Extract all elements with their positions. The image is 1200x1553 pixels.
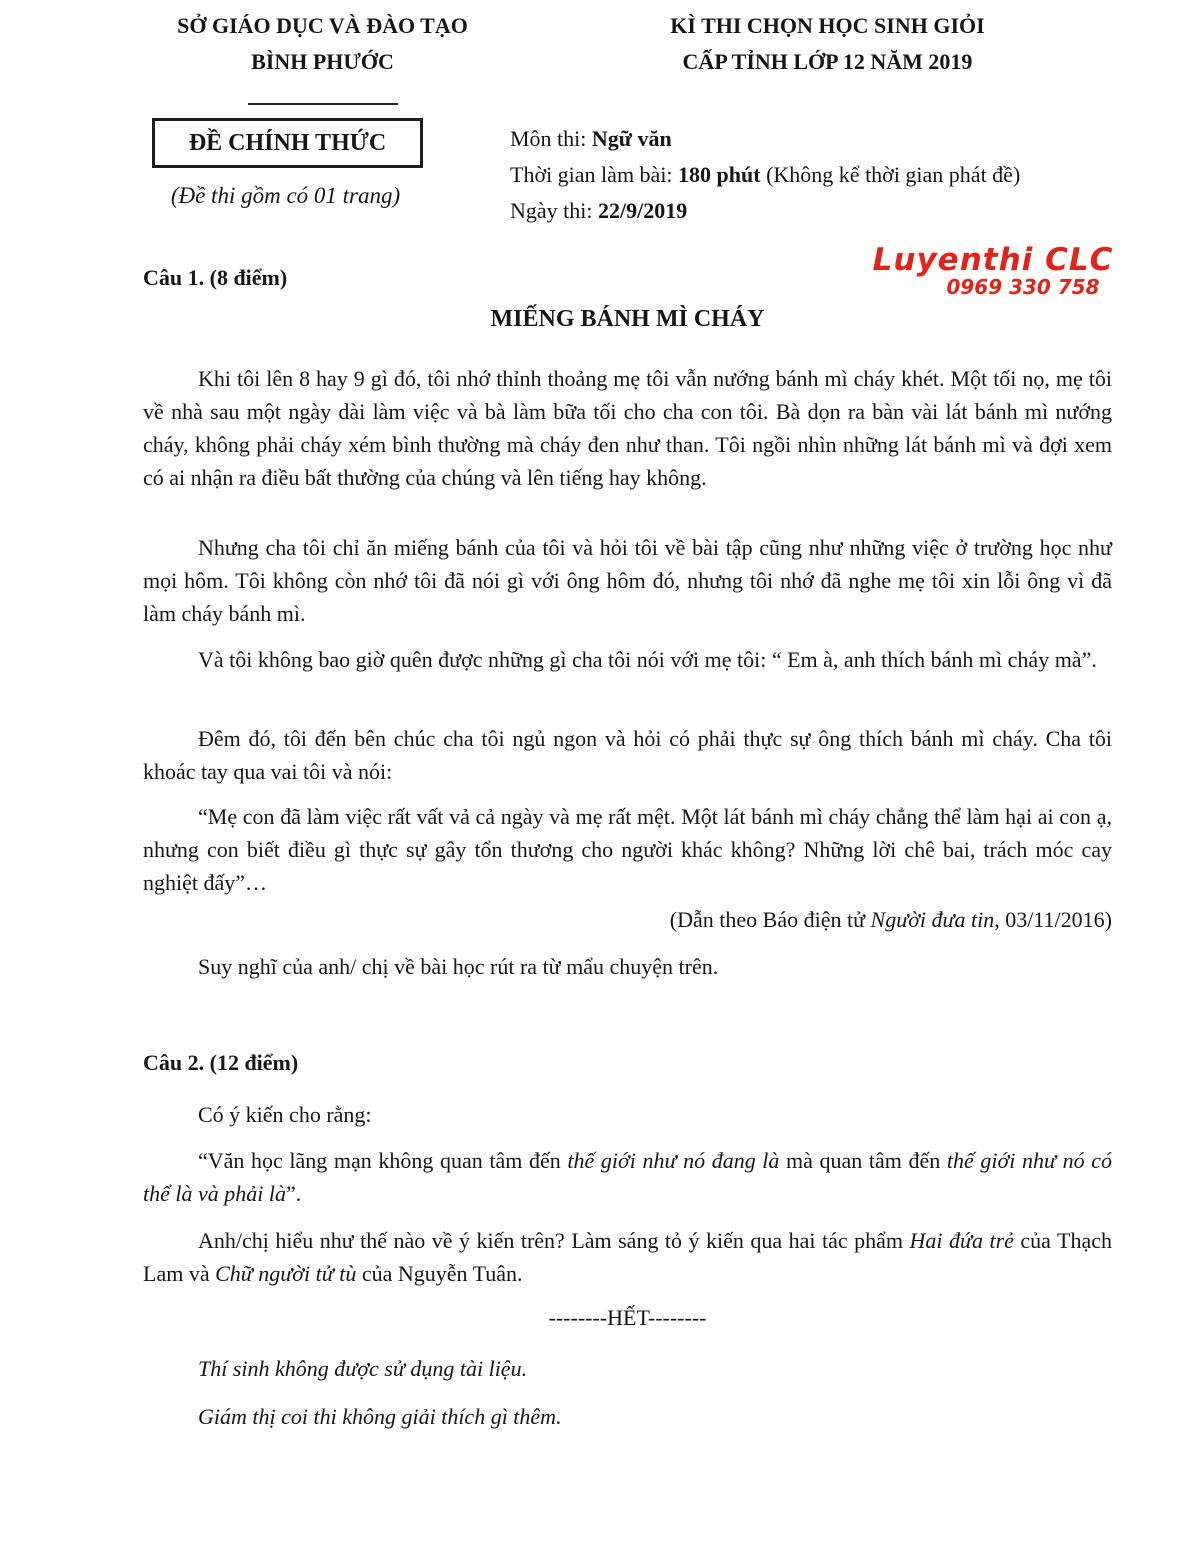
story-title: MIẾNG BÁNH MÌ CHÁY: [490, 306, 765, 332]
logo-name: Luyenthi CLC: [872, 242, 1114, 278]
text-run: Hai đứa trẻ: [909, 1228, 1014, 1253]
story-paragraph-1: Khi tôi lên 8 hay 9 gì đó, tôi nhớ thỉnh thoảng mẹ tôi vẫn nướng bánh mì cháy khét. Một tối nọ, mẹ tôi về nhà sau một ngày dài làm việc và bà làm bữa tối cho cha con tôi. Bà dọn ra bàn vài lát bánh mì nướng cháy, không phải cháy xém bình thường mà cháy đen như than. Tôi ngồi nhìn những lát bánh mì và đợi xem có ai nhận ra điều bất thường của chúng và lên tiếng hay không.: [143, 366, 1112, 490]
question2-task: [143, 1224, 1112, 1290]
text-run: Ngữ văn: [591, 126, 672, 151]
text-run: Người đưa tin: [870, 907, 995, 932]
text-run: mà quan tâm đến: [779, 1148, 947, 1173]
question2-heading: Câu 2. (12 điểm): [143, 1050, 299, 1075]
exam-title-line1: KÌ THI CHỌN HỌC SINH GIỎI: [670, 13, 985, 38]
official-exam-badge: [152, 118, 423, 168]
official-exam-badge-label: ĐỀ CHÍNH THỨC: [188, 129, 387, 156]
page-count-note: (Đề thi gồm có 01 trang): [170, 183, 401, 208]
text-run: thế giới như nó đang là: [567, 1148, 780, 1173]
text-run: Anh/chị hiểu như thế nào về ý kiến trên? Làm sáng tỏ ý kiến qua hai tác phẩm: [198, 1228, 910, 1253]
logo-phone: 0969 330 758: [946, 275, 1100, 299]
citation: [143, 903, 1112, 936]
text-run: Môn thi:: [510, 126, 592, 151]
text-run: 180 phút: [678, 162, 761, 187]
header-right-block: [555, 8, 1100, 80]
text-run: Ngày thi:: [510, 198, 598, 223]
province-name: BÌNH PHƯỚC: [251, 49, 394, 74]
end-marker: --------HẾT--------: [548, 1305, 707, 1330]
text-run: (Không kể thời gian phát đề): [760, 162, 1021, 187]
text-run: thế giới như nó có thể là và phải là: [143, 1148, 1112, 1206]
question1-heading: Câu 1. (8 điểm): [143, 265, 288, 290]
header-underline: [248, 103, 398, 105]
text-run: , 03/11/2016): [994, 907, 1112, 932]
text-run: của Nguyễn Tuân.: [356, 1261, 523, 1286]
header-left-block: [150, 8, 495, 116]
text-run: ”.: [285, 1181, 302, 1206]
story-paragraph-4: Đêm đó, tôi đến bên chúc cha tôi ngủ ngon và hỏi có phải thực sự ông thích bánh mì cháy. Cha tôi khoác tay qua vai tôi và nói:: [143, 726, 1112, 784]
question2-quote: [143, 1144, 1112, 1210]
story-paragraph-2: Nhưng cha tôi chỉ ăn miếng bánh của tôi và hỏi tôi về bài tập cũng như những việc ở trường học như mọi hôm. Tôi không còn nhớ tôi đã nói gì với ông hôm đó, nhưng tôi nhớ đã nghe mẹ tôi xin lỗi ông vì đã làm cháy bánh mì.: [143, 535, 1112, 626]
note-materials: Thí sinh không được sử dụng tài liệu.: [198, 1356, 528, 1381]
department-name: SỞ GIÁO DỤC VÀ ĐÀO TẠO: [177, 13, 468, 38]
story-paragraph-5: “Mẹ con đã làm việc rất vất vả cả ngày và mẹ rất mệt. Một lát bánh mì cháy chẳng thể làm hại ai con ạ, nhưng con biết điều gì thực sự gây tổn thương cho người khác không? Những lời chê bai, trách móc cay nghiệt đấy”…: [143, 804, 1112, 895]
subject-line: [510, 121, 1130, 157]
duration-line: [510, 157, 1130, 193]
date-line: [510, 193, 1130, 229]
text-run: 22/9/2019: [598, 198, 688, 223]
question1-prompt: Suy nghĩ của anh/ chị về bài học rút ra từ mẩu chuyện trên.: [198, 954, 719, 979]
exam-info-block: [510, 121, 1130, 229]
exam-title-line2: CẤP TỈNH LỚP 12 NĂM 2019: [682, 49, 973, 74]
text-run: “Văn học lãng mạn không quan tâm đến: [198, 1148, 568, 1173]
text-run: của Thạch Lam và: [143, 1228, 1112, 1286]
text-run: Chữ người tử tù: [215, 1261, 357, 1286]
story-paragraph-3: Và tôi không bao giờ quên được những gì cha tôi nói với mẹ tôi: “ Em à, anh thích bánh mì cháy mà”.: [198, 647, 1097, 672]
question2-intro: Có ý kiến cho rằng:: [198, 1102, 372, 1127]
text-run: (Dẫn theo Báo điện tử: [669, 907, 871, 932]
note-proctor: Giám thị coi thi không giải thích gì thêm.: [198, 1404, 562, 1429]
text-run: Thời gian làm bài:: [510, 162, 679, 187]
